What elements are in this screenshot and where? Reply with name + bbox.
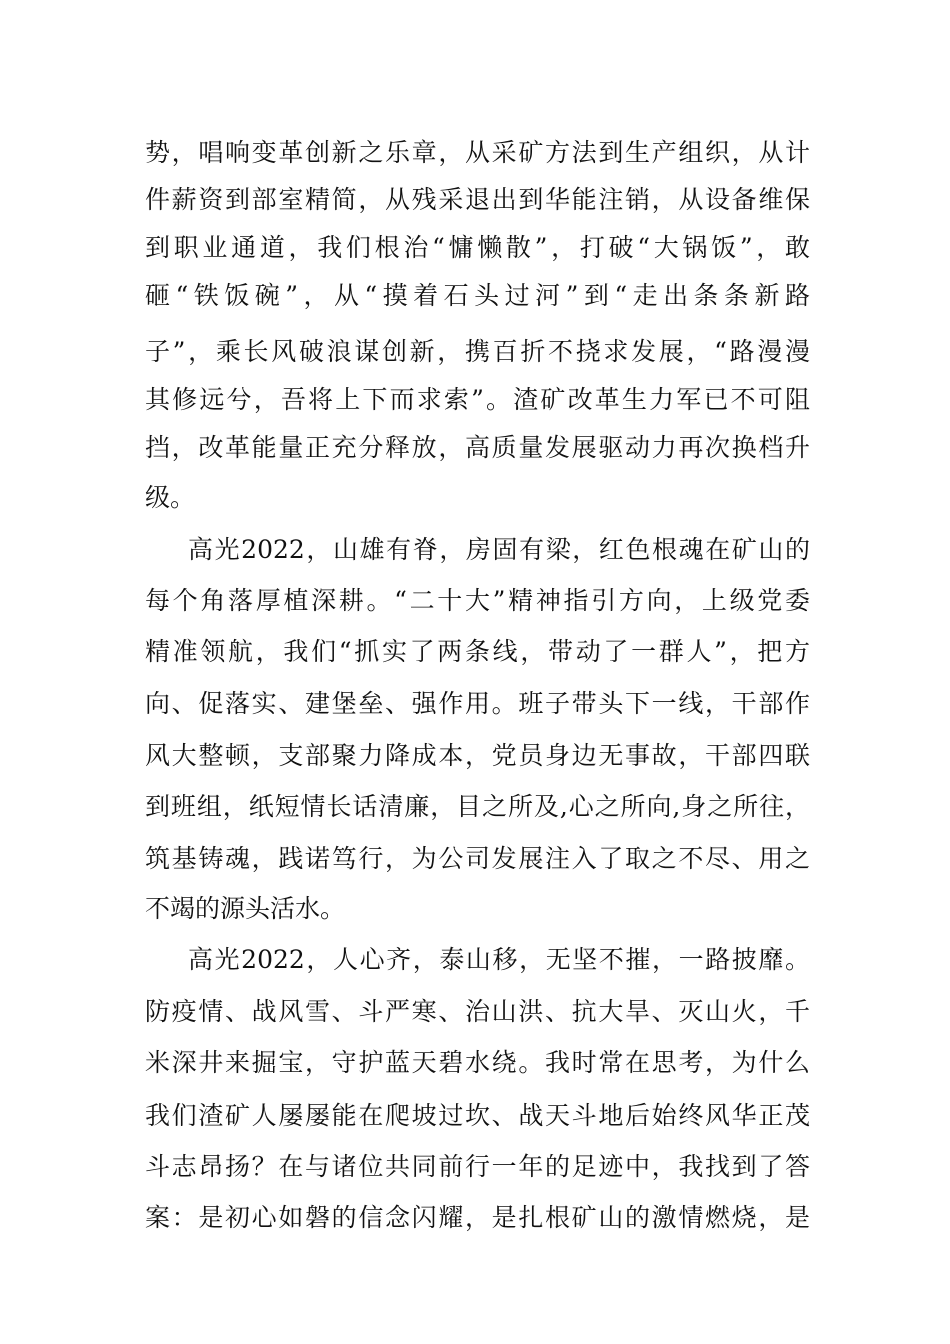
text-line: 到职业通道，我们根治“慵懒散”，打破“大锅饭”，敢: [145, 233, 810, 262]
text-line: 高光2022，人心齐，泰山移，无坚不摧，一路披靡。: [188, 945, 810, 974]
text-line: 案：是初心如磐的信念闪耀，是扎根矿山的激情燃烧，是: [145, 1203, 810, 1232]
text-line: 高光2022，山雄有脊，房固有梁，红色根魂在矿山的: [188, 535, 810, 564]
text-line: 子”，乘长风破浪谋创新，携百折不挠求发展，“路漫漫: [145, 337, 810, 366]
text-line: 级。: [145, 483, 196, 512]
text-line: 每个角落厚植深耕。“二十大”精神指引方向，上级党委: [145, 586, 810, 615]
text-line: 到班组，纸短情长话清廉，目之所及,心之所向,身之所往，: [145, 792, 810, 821]
text-line: 精准领航，我们“抓实了两条线，带动了一群人”，把方: [145, 637, 810, 666]
text-line: 砸“铁饭碗”，从“摸着石头过河”到“走出条条新路: [145, 281, 810, 310]
text-line: 斗志昂扬？在与诸位共同前行一年的足迹中，我找到了答: [145, 1152, 810, 1181]
text-line: 风大整顿，支部聚力降成本，党员身边无事故，干部四联: [145, 741, 810, 770]
text-line: 其修远兮，吾将上下而求索”。渣矿改革生力军已不可阻: [145, 385, 810, 414]
text-line: 不竭的源头活水。: [145, 894, 346, 923]
text-line: 筑基铸魂，践诺笃行，为公司发展注入了取之不尽、用之: [145, 844, 810, 873]
text-line: 势，唱响变革创新之乐章，从采矿方法到生产组织，从计: [145, 138, 810, 167]
text-line: 向、促落实、建堡垒、强作用。班子带头下一线，干部作: [145, 689, 810, 718]
text-line: 挡，改革能量正充分释放，高质量发展驱动力再次换档升: [145, 433, 810, 462]
text-line: 米深井来掘宝，守护蓝天碧水绕。我时常在思考，为什么: [145, 1048, 810, 1077]
text-line: 防疫情、战风雪、斗严寒、治山洪、抗大旱、灭山火，千: [145, 997, 810, 1026]
text-line: 件薪资到部室精简，从残采退出到华能注销，从设备维保: [145, 185, 810, 214]
text-line: 我们渣矿人屡屡能在爬坡过坎、战天斗地后始终风华正茂: [145, 1101, 810, 1130]
